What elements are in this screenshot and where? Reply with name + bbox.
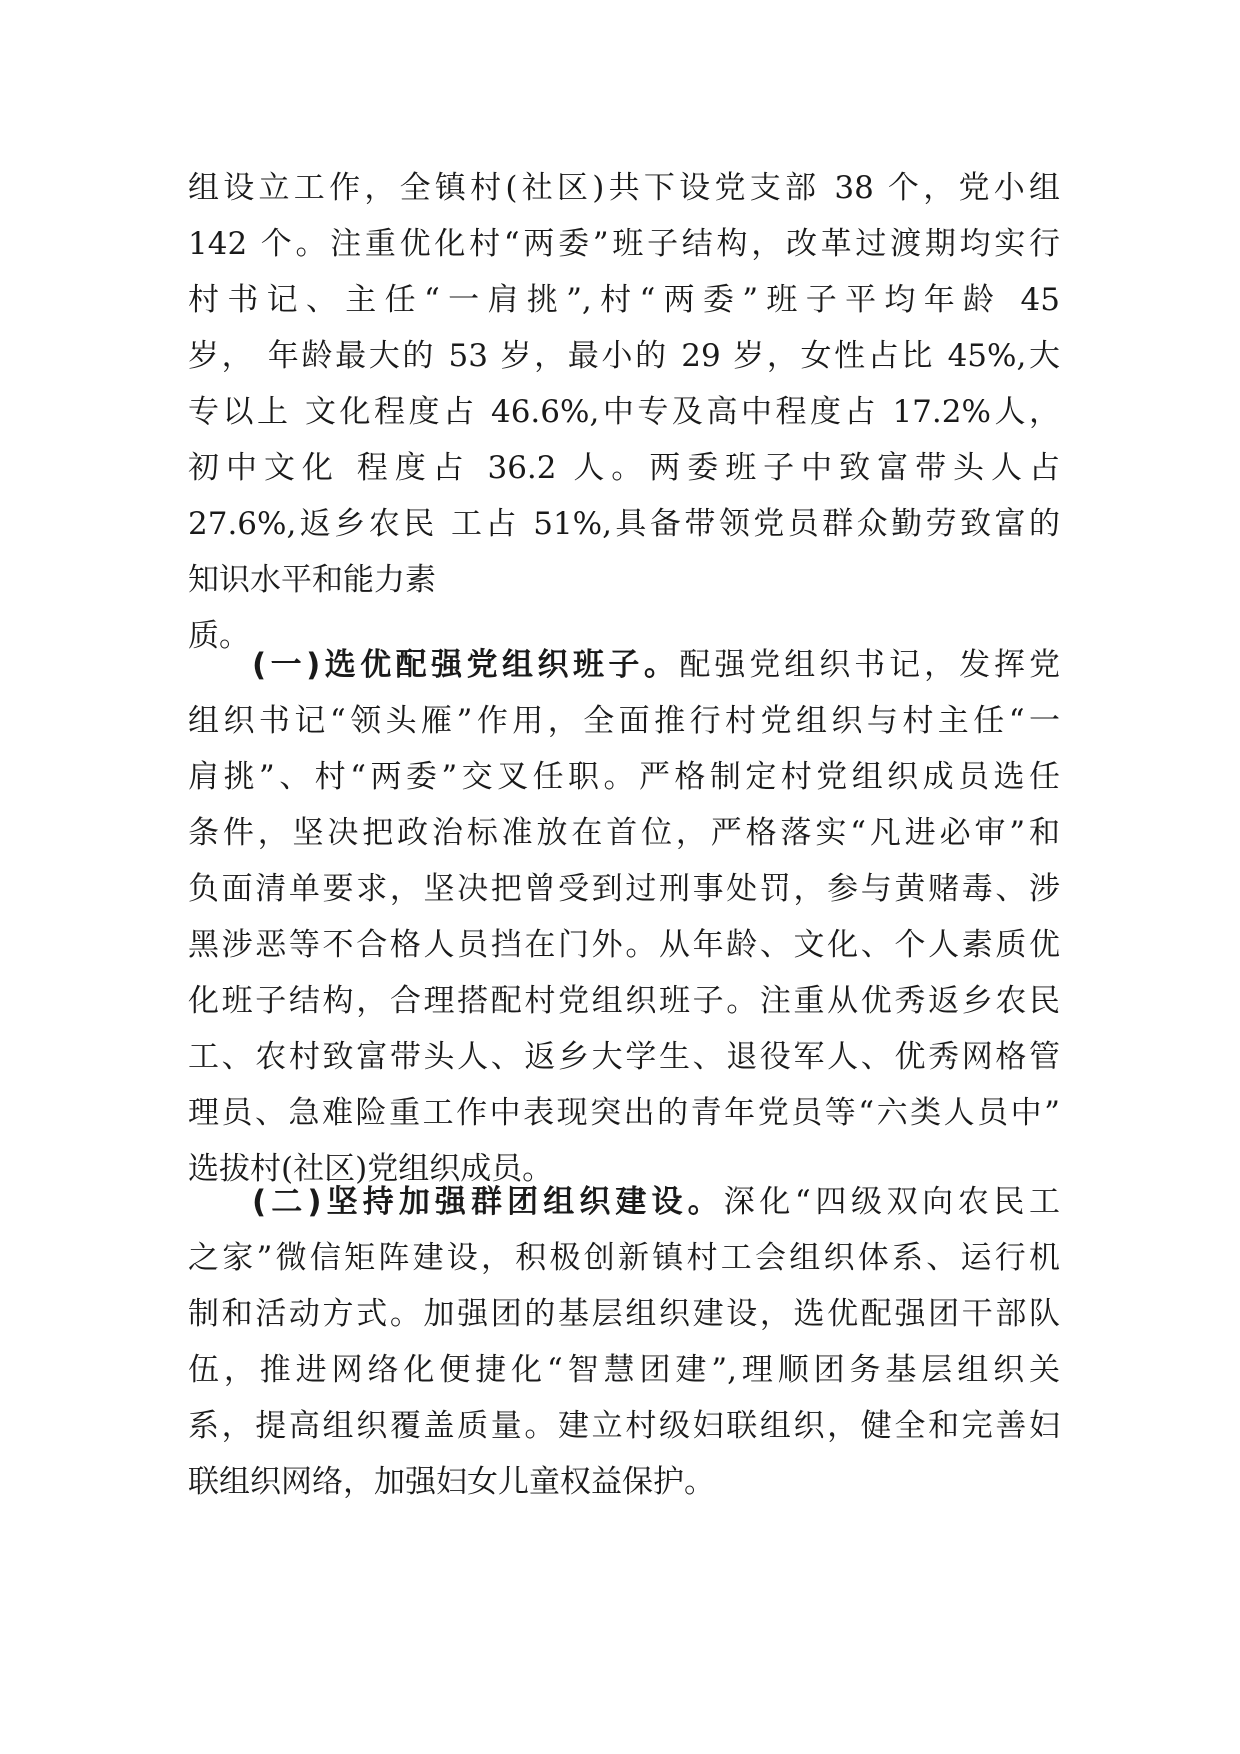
section-2-line: 之家”微信矩阵建设，积极创新镇村工会组织体系、运行机: [188, 1240, 1060, 1276]
section-1-line: 黑涉恶等不合格人员挡在门外。从年龄、文化、个人素质优: [188, 927, 1060, 963]
section-1-first-line: [188, 637, 1060, 693]
section-1-line: 理员、急难险重工作中表现突出的青年党员等“六类人员中”: [188, 1095, 1060, 1131]
intro-line-4: 岁， 年龄最大的 53 岁，最小的 29 岁，女性占比 45%,大: [188, 338, 1060, 374]
intro-line-2: 142 个。注重优化村“两委”班子结构，改革过渡期均实行: [188, 226, 1060, 262]
intro-line-5: 专以上 文化程度占 46.6%,中专及高中程度占 17.2%人，: [188, 394, 1060, 430]
section-2-first-line: [188, 1174, 1060, 1230]
intro-line-9: 质。: [188, 618, 250, 654]
intro-line-1: 组设立工作，全镇村(社区)共下设党支部 38 个，党小组: [188, 170, 1060, 206]
section-2-heading: (二)坚持加强群团组织建设。: [252, 1184, 724, 1220]
section-2-line: 系，提高组织覆盖质量。建立村级妇联组织，健全和完善妇: [188, 1408, 1060, 1444]
section-1-line: 组织书记“领头雁”作用，全面推行村党组织与村主任“一: [188, 703, 1060, 739]
intro-line-3: 村书记、主任“一肩挑”,村“两委”班子平均年龄 45: [188, 282, 1060, 318]
section-2-line: 制和活动方式。加强团的基层组织建设，选优配强团干部队: [188, 1296, 1060, 1332]
section-2-lead-text: 深化“四级双向农民工: [723, 1184, 1060, 1220]
section-1-heading: (一)选优配强党组织班子。: [252, 647, 680, 683]
section-1-line: 条件，坚决把政治标准放在首位，严格落实“凡进必审”和: [188, 815, 1060, 851]
intro-line-6: 初中文化 程度占 36.2 人。两委班子中致富带头人占: [188, 450, 1060, 486]
section-1-lead-text: 配强党组织书记，发挥党: [679, 647, 1060, 683]
section-2-line: 伍，推进网络化便捷化“智慧团建”,理顺团务基层组织关: [188, 1352, 1060, 1388]
section-1-line: 肩挑”、村“两委”交叉任职。严格制定村党组织成员选任: [188, 759, 1060, 795]
section-2-line: 联组织网络，加强妇女儿童权益保护。: [188, 1464, 715, 1500]
section-1-paragraph: [188, 637, 1060, 1197]
intro-line-7: 27.6%,返乡农民 工占 51%,具备带领党员群众勤劳致富的: [188, 506, 1060, 542]
section-1-line: 选拔村(社区)党组织成员。: [188, 1151, 554, 1187]
section-1-line: 工、农村致富带头人、返乡大学生、退役军人、优秀网格管: [188, 1039, 1060, 1075]
section-1-line: 化班子结构，合理搭配村党组织班子。注重从优秀返乡农民: [188, 983, 1060, 1019]
section-1-line: 负面清单要求，坚决把曾受到过刑事处罚，参与黄赌毒、涉: [188, 871, 1060, 907]
intro-paragraph: [188, 160, 1060, 664]
intro-line-8: 知识水平和能力素: [188, 562, 436, 598]
section-2-paragraph: [188, 1174, 1060, 1510]
